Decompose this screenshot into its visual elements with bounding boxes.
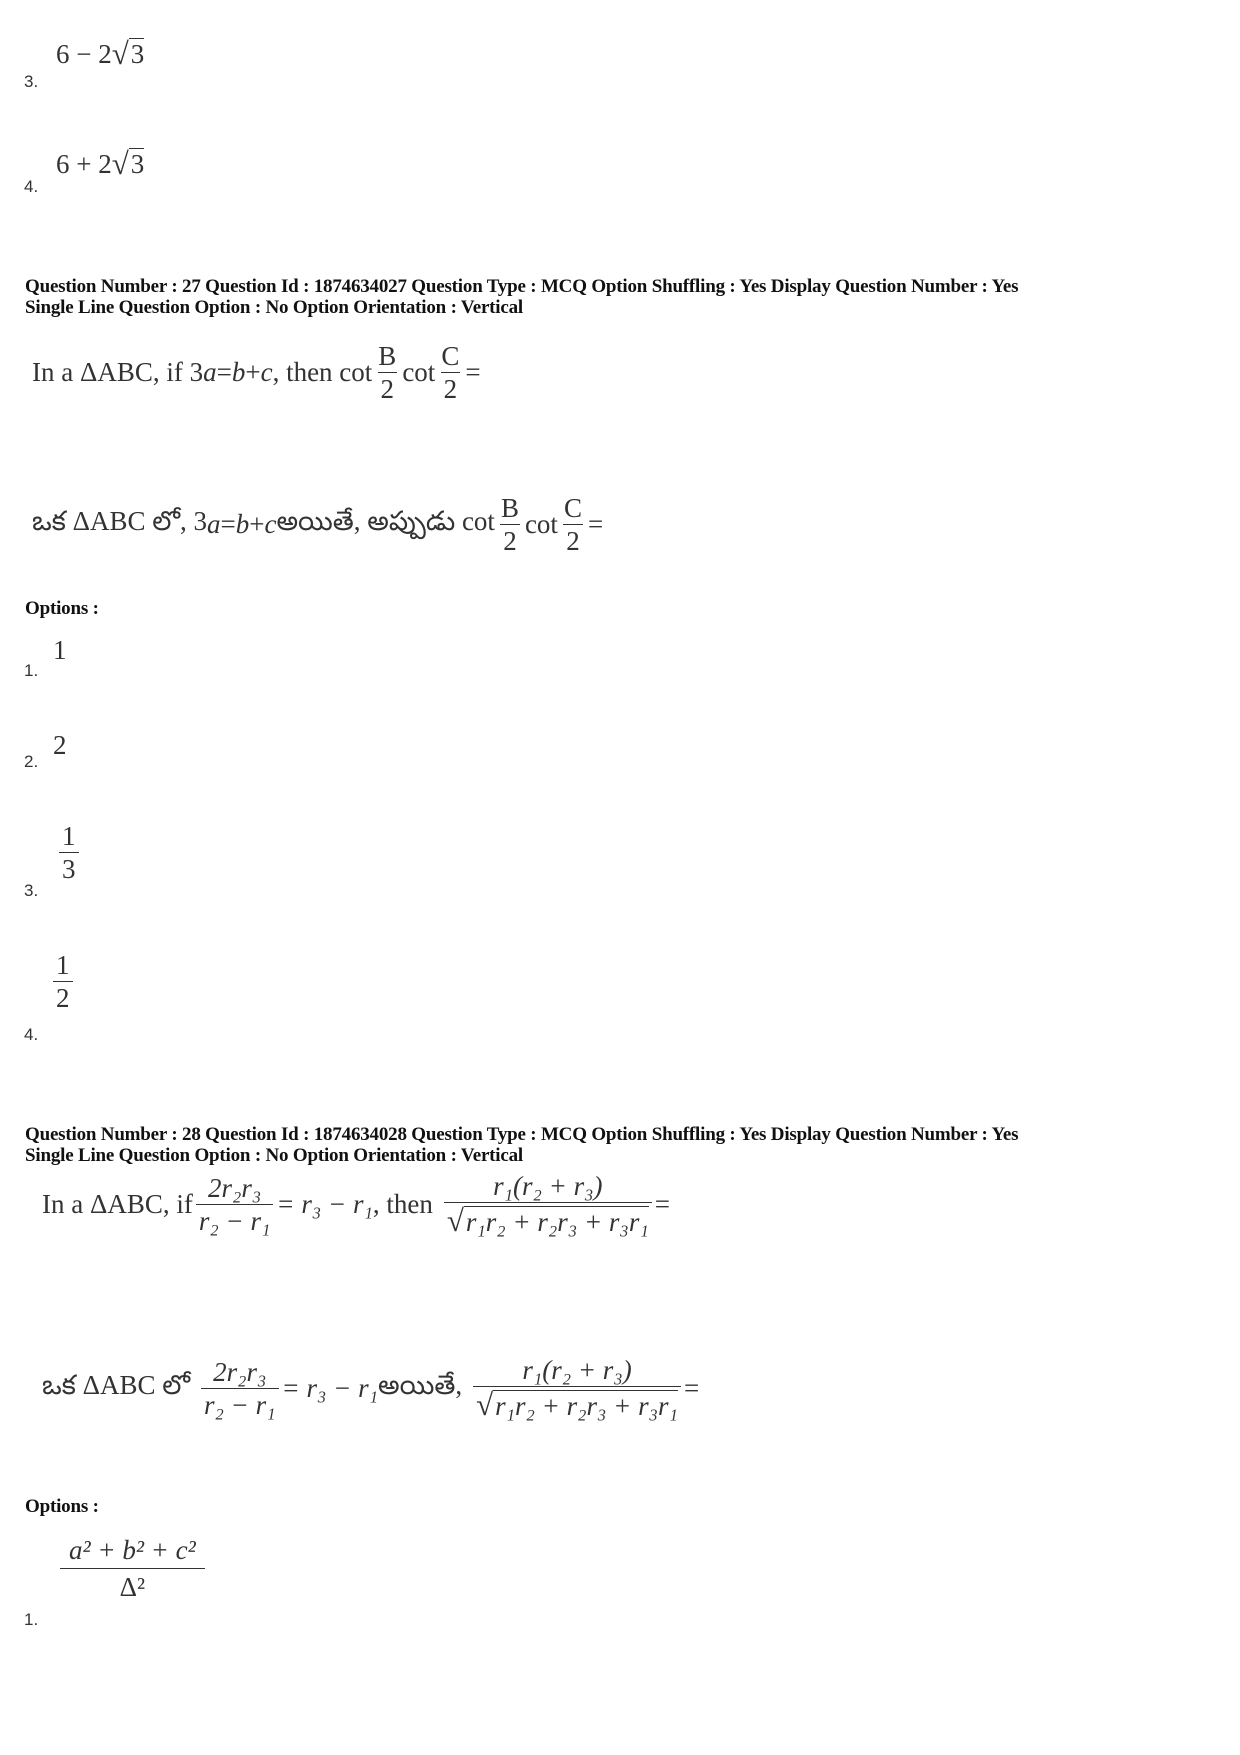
- denominator: [473, 1386, 681, 1422]
- text: ఒక ΔABC లో: [42, 1369, 190, 1400]
- q27-option-1-value[interactable]: 1: [53, 635, 67, 665]
- denominator: Δ²: [60, 1568, 205, 1601]
- prev-option-4-label: 4.: [24, 177, 39, 196]
- text: =: [216, 357, 232, 388]
- var-a: a: [203, 357, 217, 388]
- q27-option-2-label: 2.: [24, 752, 39, 771]
- numerator: 2r₂r₃: [213, 1357, 267, 1388]
- denominator: 2: [378, 372, 398, 403]
- numerator: 1: [56, 950, 70, 980]
- q27-question-telugu: [32, 494, 603, 556]
- numerator: C: [563, 493, 582, 523]
- denominator: 2: [563, 524, 583, 555]
- numerator: r₁(r₂ + r₃): [493, 1171, 603, 1201]
- var-b: b: [231, 357, 246, 388]
- prev-option-4-expr: [56, 146, 144, 182]
- sqrt-icon: √: [476, 1387, 494, 1423]
- text: అయితే,: [378, 1369, 463, 1400]
- var-c: c: [264, 509, 277, 540]
- fraction: [53, 951, 73, 1013]
- q28-options-title: Options :: [25, 1496, 99, 1517]
- radicand: 3: [130, 149, 145, 179]
- q27-question-english: [32, 342, 481, 404]
- q28-option-1-value[interactable]: [56, 1536, 209, 1602]
- q27-option-4-value[interactable]: [50, 951, 76, 1013]
- fraction-c-over-2: [561, 494, 585, 556]
- denominator: 3: [59, 852, 79, 883]
- text: =: [587, 509, 604, 540]
- text: =: [654, 1189, 670, 1220]
- expr-text: 6 − 2: [56, 38, 112, 69]
- sqrt-icon: √: [111, 146, 129, 181]
- fraction-b-over-2: [498, 494, 522, 556]
- denominator: r₂ − r₁: [201, 1388, 279, 1419]
- rhs: = r₃ − r₁: [276, 1189, 373, 1220]
- var-b: b: [235, 509, 250, 540]
- prev-option-3-label: 3.: [24, 72, 39, 91]
- numerator: 1: [62, 821, 76, 851]
- q27-options-title: Options :: [25, 598, 99, 619]
- q27-option-2-value[interactable]: 2: [53, 730, 67, 760]
- numerator: C: [441, 341, 460, 371]
- denominator: 2: [441, 372, 461, 403]
- var-c: c: [260, 357, 273, 388]
- q28-header-line1: Question Number : 28 Question Id : 1874634028 Question Type : MCQ Option Shuffling : Yes Display Question Number : Yes: [25, 1124, 1019, 1145]
- text: , then cot: [272, 357, 373, 388]
- radicand: r₁r₂ + r₂r₃ + r₃r₁: [465, 1207, 649, 1238]
- fraction: [59, 822, 79, 884]
- text: In a ΔABC, if: [42, 1189, 193, 1220]
- fraction-c-over-2: [438, 342, 462, 404]
- expr-text: 6 + 2: [56, 148, 112, 179]
- var-a: a: [207, 509, 221, 540]
- numerator: B: [378, 341, 397, 371]
- text: +: [245, 357, 261, 388]
- numerator: B: [500, 493, 519, 523]
- denominator: 2: [500, 524, 520, 555]
- q27-header-line1: Question Number : 27 Question Id : 1874634027 Question Type : MCQ Option Shuffling : Yes Display Question Number : Yes: [25, 276, 1019, 297]
- sqrt-icon: √: [446, 1203, 464, 1239]
- q27-option-3-value[interactable]: [56, 822, 82, 884]
- numerator: r₁(r₂ + r₃): [522, 1355, 632, 1385]
- q27-option-3-label: 3.: [24, 881, 39, 900]
- text: అయితే, అప్పుడు cot: [276, 505, 495, 536]
- radicand: r₁r₂ + r₂r₃ + r₃r₁: [495, 1391, 678, 1422]
- q27-header-line2: Single Line Question Option : No Option Orientation : Vertical: [25, 297, 523, 318]
- text: +: [249, 509, 265, 540]
- q28-header-line2: Single Line Question Option : No Option Orientation : Vertical: [25, 1145, 523, 1166]
- q27-option-4-label: 4.: [24, 1025, 39, 1044]
- radicand: 3: [130, 39, 145, 69]
- text: =: [683, 1373, 700, 1404]
- lhs-fraction: [201, 1358, 279, 1420]
- denominator: r₂ − r₁: [196, 1204, 274, 1235]
- text: =: [465, 357, 481, 388]
- sqrt-icon: √: [111, 36, 129, 71]
- q28-question-telugu: [42, 1356, 699, 1422]
- denominator: [444, 1202, 652, 1238]
- fraction: [59, 1536, 206, 1602]
- prev-option-3-expr: [56, 36, 144, 72]
- fraction-b-over-2: [375, 342, 399, 404]
- text: =: [220, 509, 236, 540]
- q28-question-english: [42, 1172, 670, 1238]
- numerator: 2r₂r₃: [207, 1173, 262, 1204]
- text: ఒక ΔABC లో, 3: [32, 505, 207, 536]
- big-fraction: [473, 1356, 681, 1422]
- text: cot: [524, 509, 558, 540]
- text: , then: [372, 1189, 433, 1220]
- q28-option-1-label: 1.: [24, 1610, 39, 1629]
- lhs-fraction: [196, 1174, 274, 1236]
- q27-option-1-label: 1.: [24, 661, 39, 680]
- rhs: = r₃ − r₁: [281, 1373, 378, 1404]
- text: In a ΔABC, if 3: [32, 357, 204, 388]
- numerator: a² + b² + c²: [69, 1535, 196, 1565]
- denominator: 2: [53, 981, 73, 1012]
- text: cot: [402, 357, 436, 388]
- big-fraction: [444, 1172, 652, 1238]
